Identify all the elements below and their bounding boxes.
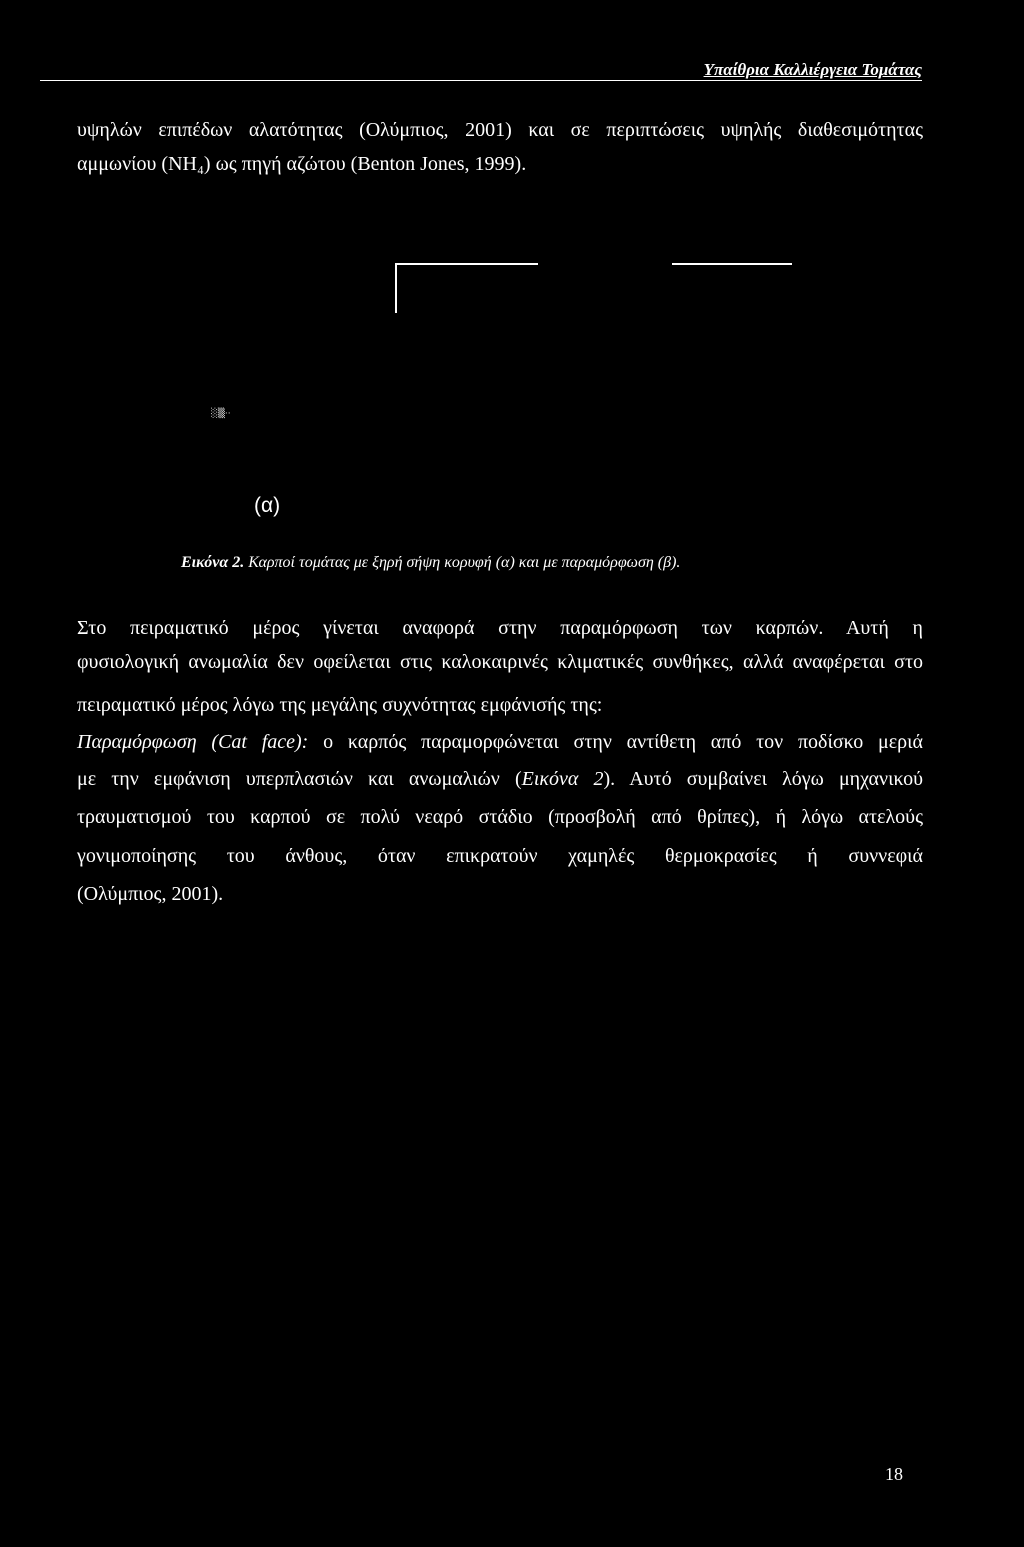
caption-text: Καρποί τομάτας με ξηρή σήψη κορυφή (α) και με παραμόρφωση (β). (244, 554, 681, 571)
figure-reference: Εικόνα 2 (521, 768, 604, 790)
figure-frame-top-right (672, 263, 792, 265)
caption-label: Εικόνα 2. (181, 554, 245, 571)
definition-line-2-b: ). Αυτό συμβαίνει λόγω μηχανικού (603, 768, 924, 790)
definition-line-2 (77, 766, 923, 792)
definition-line-5: (Ολύμπιος, 2001). (77, 883, 224, 905)
para-line-1 (77, 615, 923, 641)
definition-line-3: τραυματισμού του καρπού σε πολύ νεαρό στάδιο (προσβολή από θρίπες), ή λόγω ατελούς (77, 806, 923, 828)
definition-line-2-a: με την εμφάνιση υπερπλασιών και ανωμαλιών ( (77, 768, 522, 790)
page-number: 18 (885, 1464, 903, 1484)
header-rule (40, 80, 922, 81)
para-line-2: φυσιολογική ανωμαλία δεν οφείλεται στις καλοκαιρινές κλιματικές συνθήκες, αλλά αναφέρεται στο (77, 651, 923, 673)
figure-caption (181, 554, 680, 572)
running-header: Υπαίθρια Καλλιέργεια Τομάτας (703, 60, 922, 79)
figure-image-remnant: ░▒·· (211, 409, 231, 419)
intro-line-1: υψηλών επιπέδων αλατότητας (Ολύμπιος, 2001) και σε περιπτώσεις υψηλής διαθεσιμότητας (77, 119, 923, 141)
figure-frame-left (395, 263, 397, 313)
para-line-1-a: Στο πειραματικό μέρος γίνεται αναφορά στην παραμόρφωση των καρπών. (77, 617, 824, 639)
para-line-3: πειραματικό μέρος λόγω της μεγάλης συχνότητας εμφάνισής της: (77, 694, 603, 716)
figure-panel-label: (α) (254, 494, 281, 517)
definition-line-1 (77, 729, 923, 755)
definition-line-4: γονιμοποίησης του άνθους, όταν επικρατούν χαμηλές θερμοκρασίες ή συννεφιά (77, 845, 923, 867)
intro-line-2: αμμωνίου (NH₄) ως πηγή αζώτου (Benton Jones, 1999). (77, 153, 527, 175)
para-line-1-b: Αυτή η (823, 617, 924, 639)
figure-frame-top-left (395, 263, 538, 265)
definition-line-1-text: ο καρπός παραμορφώνεται στην αντίθετη από τον ποδίσκο μεριά (308, 731, 923, 753)
definition-term: Παραμόρφωση (Cat face): (77, 731, 309, 753)
